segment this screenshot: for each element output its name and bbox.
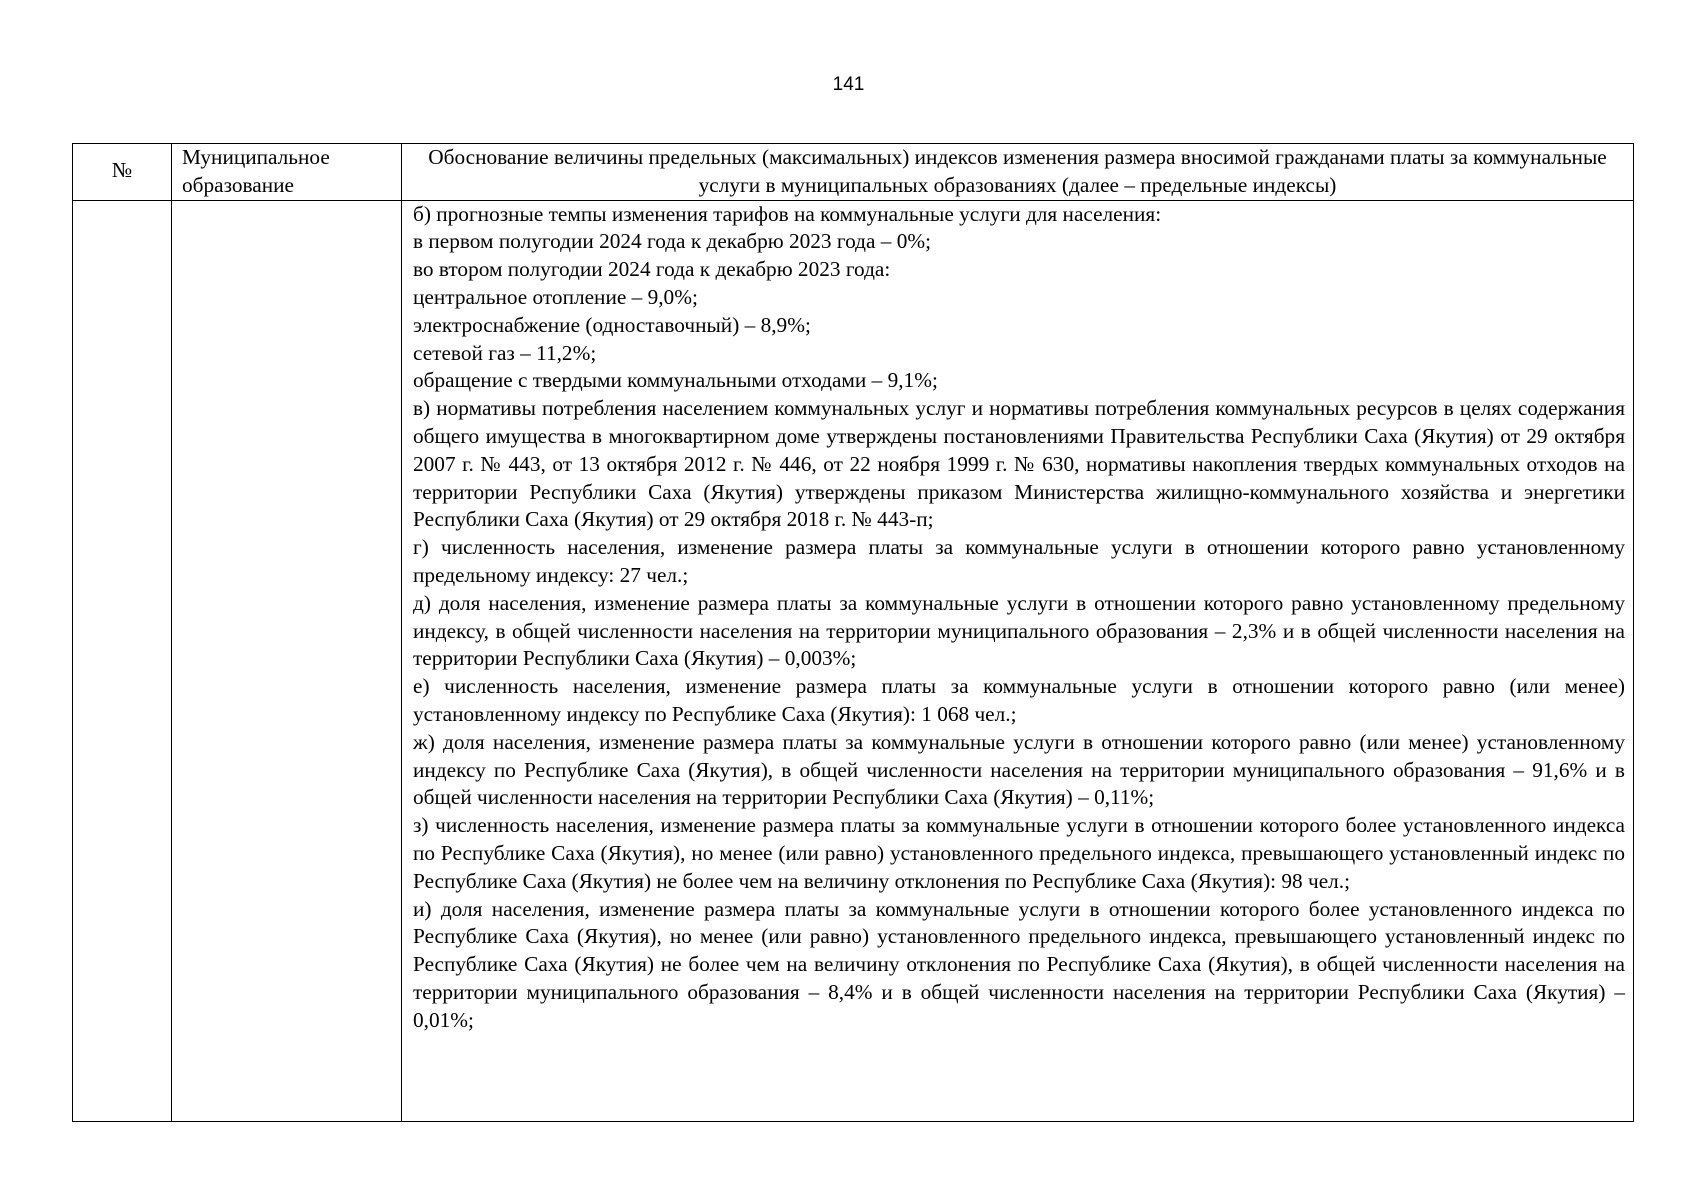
paragraph-electricity: электроснабжение (одноставочный) – 8,9%;: [413, 312, 811, 337]
paragraph-e: е) численность населения, изменение размера платы за коммунальные услуги в отношении которого равно (или менее) установленному индексу по Республике Саха (Якутия): 1 068 чел.;: [413, 674, 1625, 726]
table-header-row: [73, 144, 1634, 201]
paragraph-b: б) прогнозные темпы изменения тарифов на коммунальные услуги для населения:: [413, 201, 1162, 226]
header-municipality: Муниципальное образование: [172, 144, 402, 201]
paragraph-second-half: во втором полугодии 2024 года к декабрю 2023 года:: [413, 257, 891, 282]
paragraph-first-half: в первом полугодии 2024 года к декабрю 2023 года – 0%;: [413, 229, 932, 254]
paragraph-zh: ж) доля населения, изменение размера платы за коммунальные услуги в отношении которого равно (или менее) установленному индексу по Республике Саха (Якутия), в общей численности населения на территории муниципального образования – 91,6% и в общей численности населения на территории Республики Саха (Якутия) – 0,11%;: [413, 729, 1625, 810]
row-municipality-cell: [172, 200, 402, 1121]
header-justification: Обоснование величины предельных (максимальных) индексов изменения размера вносимой гражданами платы за коммунальные услуги в муниципальных образованиях (далее – предельные индексы): [402, 144, 1634, 201]
header-number: №: [73, 144, 172, 201]
tariff-index-table: [72, 143, 1634, 1122]
paragraph-heating: центральное отопление – 9,0%;: [413, 284, 698, 309]
paragraph-z: з) численность населения, изменение размера платы за коммунальные услуги в отношении которого более установленного индекса по Республике Саха (Якутия), но менее (или равно) установленного предельного индекса, превышающего установленный индекс по Республике Саха (Якутия) не более чем на величину отклонения по Республике Саха (Якутия): 98 чел.;: [413, 813, 1625, 893]
table-row: [73, 200, 1634, 1121]
paragraph-gas: сетевой газ – 11,2%;: [413, 340, 597, 365]
paragraph-waste: обращение с твердыми коммунальными отходами – 9,1%;: [413, 368, 938, 393]
page-number: 141: [832, 74, 865, 95]
paragraph-i: и) доля населения, изменение размера платы за коммунальные услуги в отношении которого более установленного индекса по Республике Саха (Якутия), но менее (или равно) установленного предельного индекса, превышающего установленный индекс по Республике Саха (Якутия) не более чем на величину отклонения по Республике Саха (Якутия), в общей численности населения на территории муниципального образования – 8,4% и в общей численности населения на территории Республики Саха (Якутия) – 0,01%;: [413, 896, 1625, 1032]
row-justification-cell: [402, 200, 1634, 1121]
paragraph-d: д) доля населения, изменение размера платы за коммунальные услуги в отношении которого равно установленному предельному индексу, в общей численности населения на территории муниципального образования – 2,3% и в общей численности населения на территории Республики Саха (Якутия) – 0,003%;: [413, 590, 1625, 671]
paragraph-v: в) нормативы потребления населением коммунальных услуг и нормативы потребления коммунальных ресурсов в целях содержания общего имущества в многоквартирном доме утверждены постановлениями Правительства Республики Саха (Якутия) от 29 октября 2007 г. № 443, от 13 октября 2012 г. № 446, от 22 ноября 1999 г. № 630, нормативы накопления твердых коммунальных отходов на территории Республики Саха (Якутия) утверждены приказом Министерства жилищно-коммунального хозяйства и энергетики Республики Саха (Якутия) от 29 октября 2018 г. № 443-п;: [413, 396, 1625, 532]
paragraph-g: г) численность населения, изменение размера платы за коммунальные услуги в отношении которого равно установленному предельному индексу: 27 чел.;: [413, 535, 1625, 587]
row-number-cell: [73, 200, 172, 1121]
